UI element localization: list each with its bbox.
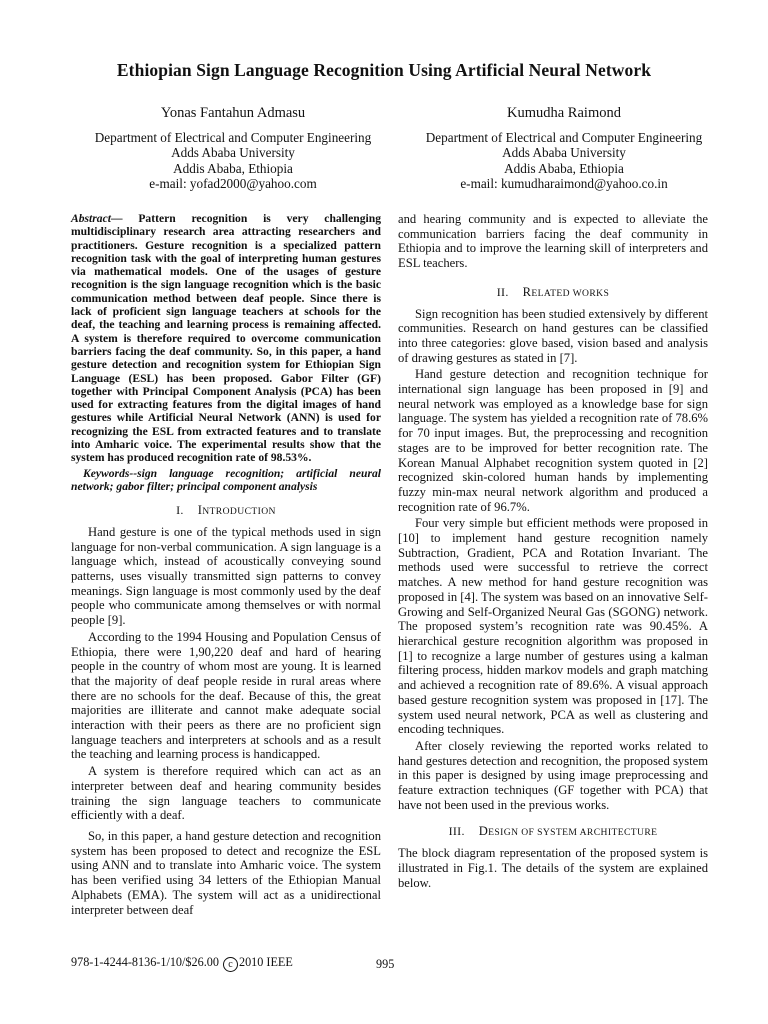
paragraph: So, in this paper, a hand gesture detection and recognition system has been proposed to detect and recognize the ESL using ANN and to translate into Amharic voice. The system has been verified using 34 letters of the Ethiopian Manual Alphabets (EMA). The system will act as a unidirectional interpreter between deaf — [71, 829, 381, 917]
section-number: I. — [176, 503, 184, 518]
author-block-1 — [68, 106, 398, 192]
author-city: Addis Ababa, Ethiopia — [504, 160, 624, 176]
paragraph: A system is therefore required which can act as an interpreter between deaf and hearing community besides training the sign language teachers to communicate efficiently with a deaf. — [71, 764, 381, 823]
paragraph: The block diagram representation of the proposed system is illustrated in Fig.1. The details of the system are explained below. — [398, 846, 708, 890]
author-department: Department of Electrical and Computer Engineering — [94, 129, 372, 145]
paragraph: Hand gesture detection and recognition technique for international sign language has been proposed in [9] and neural network was employed as a knowledge base for sign language. The system has yielded a recognition rate of 78.6% for 70 input images. But, the preprocessing and recognition stages are to be improved for better recognition rate. The Korean Manual Alphabet recognition system quoted in [2] recognized skin-colored human hands by implementing fuzzy min-max neural network algorithm and produced a recognition rate of 96.7%. — [398, 367, 708, 514]
author-block-2 — [399, 106, 729, 192]
abstract-text: Pattern recognition is very challenging multidisciplinary research area attracting researchers and practitioners. Gesture recognition is a specialized pattern recognition task with the goal of interpreting human gestures via mathematical models. One of the usages of gesture recognition is the sign language recognition which is the basic communication method between deaf people. Since there is lack of proficient sign language teachers at schools for the deaf, the teaching and learning process is remaining affected. A system is therefore required to overcome communication barriers facing the deaf community. So, in this paper, a hand gesture detection and recognition system for Ethiopian Sign Language (ESL) has been proposed. Gabor Filter (GF) together with Principal Component Analysis (PCA) has been used for extracting features from the digital images of hand gestures while Artificial Neural Network (ANN) is used for recognizing the ESL from extracted features and to translate into Amharic voice. The experimental results show that the system has produced recognition rate of 98.53%. — [71, 212, 381, 465]
footer-isbn-line — [71, 955, 293, 972]
right-column — [398, 212, 708, 892]
paragraph: Sign recognition has been studied extensively by different communities. Research on hand gestures can be classified into three categories: glove based, vision based and analysis of drawing gestures as stated in [7]. — [398, 306, 708, 365]
paragraph: Four very simple but efficient methods were proposed in [10] to implement hand gesture recognition namely Subtraction, Gradient, PCA and Rotation Invariant. The methods used were successful to retrieve the correct matches. A new method for hand gesture recognition was proposed in [4]. The system was based on an innovative Self-Growing and Self-Organized Neural Gas (SGONG) network. The proposed system’s recognition rate was 90.45%. A hierarchical gesture recognition algorithm was proposed in [1] to recognize a large number of gestures using a kalman filtering process, hidden markov models and graph matching and achieved a recognition rate of 89.6%. A visual approach based gesture recognition system was proposed in [17]. The system used neural network, PCA as well as clustering and encoding techniques. — [398, 516, 708, 737]
author-university: Adds Ababa University — [171, 145, 295, 160]
author-department: Department of Electrical and Computer Engineering — [425, 129, 703, 145]
author-email: e-mail: yofad2000@yahoo.com — [149, 176, 317, 191]
author-name: Kumudha Raimond — [507, 105, 621, 121]
paragraph: After closely reviewing the reported works related to hand gestures detection and recognition, the proposed system in this paper is designed by using image preprocessing and feature extraction techniques (GF together with PCA) that have not been used in the previous works. — [398, 738, 708, 812]
author-city: Addis Ababa, Ethiopia — [173, 160, 293, 176]
section-heading-introduction: I. INTRODUCTION — [176, 503, 276, 518]
author-email: e-mail: kumudharaimond@yahoo.co.in — [460, 176, 668, 191]
paper-title: Ethiopian Sign Language Recognition Using Artificial Neural Network — [116, 60, 652, 80]
paragraph: According to the 1994 Housing and Population Census of Ethiopia, there were 1,90,220 deaf and hard of hearing people in the country of whom most are young. It is learned that the majority of deaf people reside in rural areas where there are no schools for the deaf. Because of this, the great majorities are illiterate and cannot make adequate social interaction with their peers as there are no proficient sign language teachers and interpreters at schools and as a result the teaching and learning process is handicapped. — [71, 629, 381, 762]
abstract-label: Abstract— — [71, 212, 123, 225]
keywords: Keywords--sign language recognition; artificial neural network; gabor filter; principal component analysis — [71, 466, 381, 493]
author-university: Adds Ababa University — [502, 145, 626, 160]
copyright-icon: c — [223, 957, 238, 972]
isbn: 978-1-4244-8136-1/10/$26.00 — [71, 955, 219, 969]
abstract — [71, 212, 381, 465]
section-heading-related-works: II. RELATED WORKS — [496, 284, 610, 299]
paragraph-continuation: and hearing community and is expected to alleviate the communication barriers facing the deaf community in Ethiopia and to improve the learning skill of interpreters and ESL teachers. — [398, 212, 708, 271]
paragraph: Hand gesture is one of the typical methods used in sign language for non-verbal communication. A sign language is a language which, instead of acoustically conveying sound patterns, uses visually transmitted sign patterns to convey meanings. Sign language is most commonly used by the deaf people who communicate among themselves or with normal people [9]. — [71, 524, 381, 628]
copyright-year: 2010 IEEE — [238, 955, 293, 969]
section-number: II. — [496, 284, 509, 299]
page-number: 995 — [376, 957, 395, 971]
left-column — [71, 212, 381, 919]
author-name: Yonas Fantahun Admasu — [160, 105, 306, 121]
section-heading-design: III. DESIGN OF SYSTEM ARCHITECTURE — [448, 824, 658, 839]
section-number: III. — [448, 824, 465, 839]
